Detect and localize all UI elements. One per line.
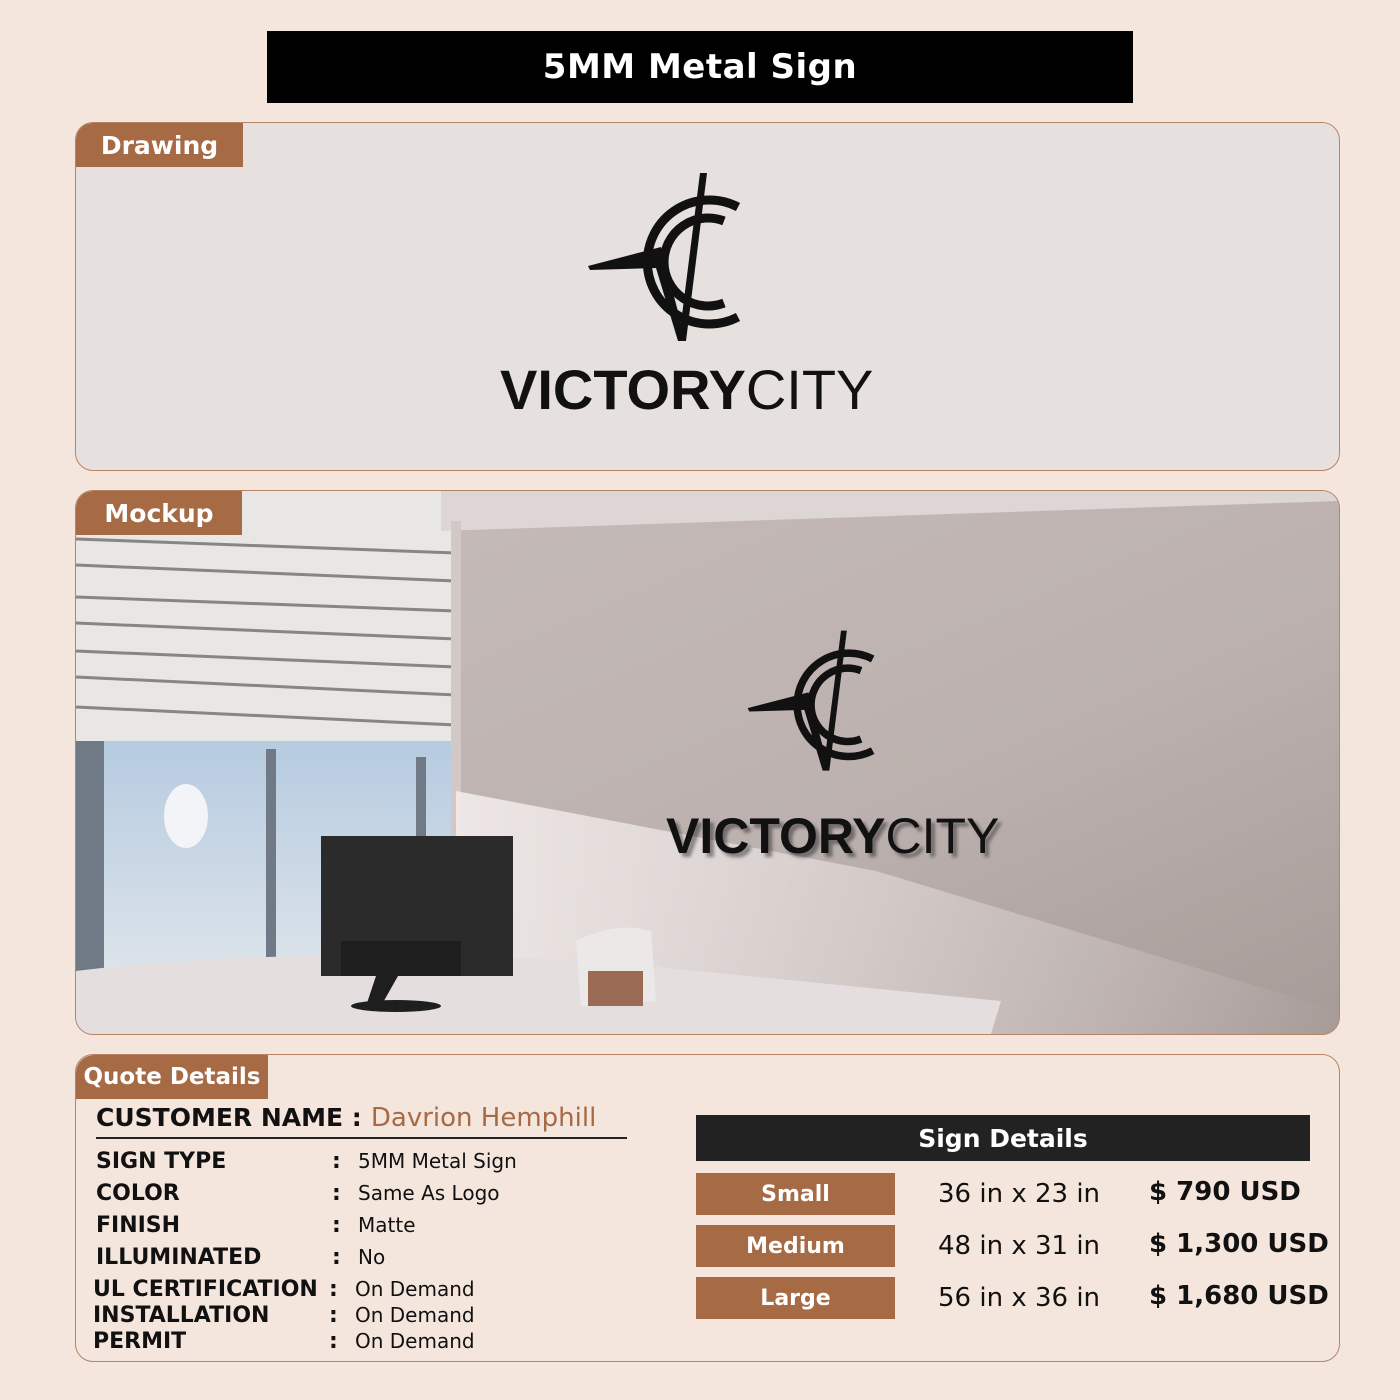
size-medium-button[interactable]: Medium [696,1225,895,1267]
office-scene-image [76,491,1339,1034]
drawing-logo-wordmark: VICTORYCITY [500,358,874,421]
mockup-logo-wordmark: VICTORYCITY [666,808,1000,864]
size-large-dimensions: 56 in x 36 in [938,1283,1101,1313]
size-row-small [696,1173,1336,1215]
victory-city-logo-icon [586,171,766,351]
page-title: 5MM Metal Sign [267,31,1133,103]
size-medium-price: $ 1,300 USD [1149,1229,1329,1259]
quote-tab-label: Quote Details [76,1055,268,1099]
mockup-panel [75,490,1340,1035]
customer-name: Davrion Hemphill [370,1103,597,1133]
customer-label: CUSTOMER NAME : [96,1103,362,1132]
size-medium-dimensions: 48 in x 31 in [938,1231,1101,1261]
drawing-panel [75,122,1340,471]
size-small-dimensions: 36 in x 23 in [938,1179,1101,1209]
mockup-logo-icon [746,619,896,789]
drawing-tab-label: Drawing [76,123,243,167]
size-large-button[interactable]: Large [696,1277,895,1319]
size-small-button[interactable]: Small [696,1173,895,1215]
customer-row [96,1103,627,1139]
sign-details-header: Sign Details [696,1115,1310,1161]
size-row-large [696,1277,1336,1319]
mockup-tab-label: Mockup [76,491,242,535]
size-row-medium [696,1225,1336,1267]
quote-panel: Quote Details CUSTOMER NAME : Davrion Hemphill SIGN TYPE : 5MM Metal Sign COLOR : Same As Logo FINISH : Matte ILLUMINATED : No UL CERTIFICATION : On Demand INSTALLATION : On Demand PERMIT : On Demand Sign Details Small 36 in x 23 in $ 790 USD Medium 48 in x 31 in $ 1,300 USD Large 56 in x 36 in $ 1,680 USD [75,1054,1340,1362]
size-small-price: $ 790 USD [1149,1177,1301,1207]
size-large-price: $ 1,680 USD [1149,1281,1329,1311]
